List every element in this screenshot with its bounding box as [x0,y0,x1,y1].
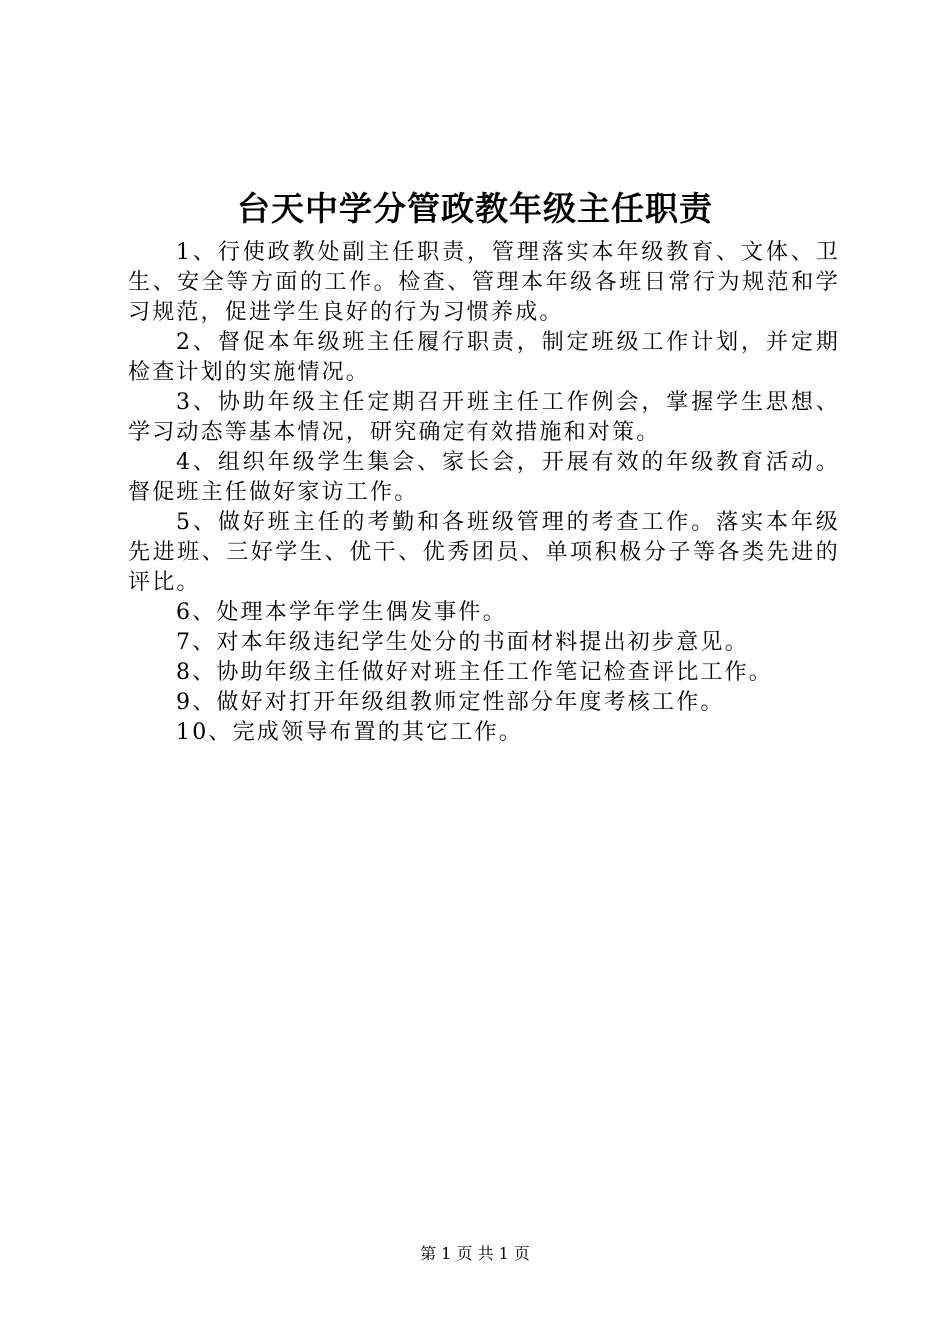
paragraph-10: 10、完成领导布置的其它工作。 [176,720,523,745]
paragraph-4: 4、组织年级学生集会、家长会，开展有效的年级教育活动。督促班主任做好家访工作。 [128,450,840,505]
paragraph-8: 8、协助年级主任做好对班主任工作笔记检查评比工作。 [176,660,773,685]
paragraph-7: 7、对本年级违纪学生处分的书面材料提出初步意见。 [176,630,749,655]
paragraph-6: 6、处理本学年学生偶发事件。 [176,600,507,625]
document-title: 台天中学分管政教年级主任职责 [237,189,713,228]
page-footer: 第 1 页 共 1 页 [420,1244,530,1263]
paragraph-1: 1、行使政教处副主任职责，管理落实本年级教育、文体、卫生、安全等方面的工作。检查、管理本年级各班日常行为规范和学习规范，促进学生良好的行为习惯养成。 [128,240,840,325]
paragraph-2: 2、督促本年级班主任履行职责，制定班级工作计划，并定期检查计划的实施情况。 [128,330,840,385]
paragraph-9: 9、做好对打开年级组教师定性部分年度考核工作。 [176,690,725,715]
paragraph-3: 3、协助年级主任定期召开班主任工作例会，掌握学生思想、学习动态等基本情况，研究确定有效措施和对策。 [128,390,840,445]
document-body [128,238,840,748]
paragraph-5: 5、做好班主任的考勤和各班级管理的考查工作。落实本年级先进班、三好学生、优干、优秀团员、单项积极分子等各类先进的评比。 [128,510,840,595]
